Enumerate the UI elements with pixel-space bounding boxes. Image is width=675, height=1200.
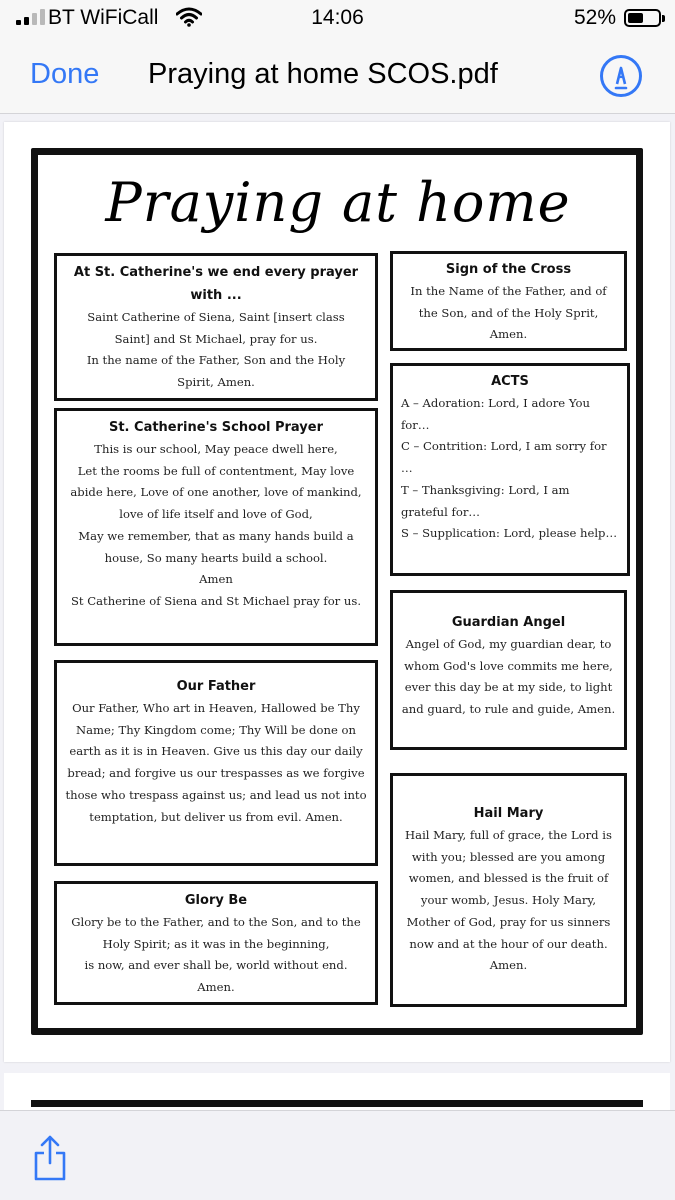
status-bar bbox=[0, 0, 675, 38]
box-line: Glory be to the Father, and to the Son, and to the Holy Spirit; as it was in the beginning, bbox=[71, 915, 361, 951]
acts-box bbox=[390, 363, 630, 576]
box-title: ACTS bbox=[491, 374, 529, 389]
st-catherines-closing-box bbox=[54, 253, 378, 401]
navigation-bar bbox=[0, 38, 675, 114]
box-line: Saint Catherine of Siena, Saint [insert class Saint] and St Michael, pray for us. bbox=[87, 310, 345, 346]
box-title: Our Father bbox=[176, 679, 256, 694]
box-line: Let the rooms be full of contentment, May love abide here, Love of one another, love of mankind, love of life itself and love of God, bbox=[70, 463, 362, 522]
box-line: T – Thanksgiving: Lord, I am grateful for… bbox=[401, 482, 570, 519]
our-father-box bbox=[54, 660, 378, 866]
done-button[interactable]: Done bbox=[30, 58, 100, 90]
share-icon[interactable] bbox=[30, 1133, 70, 1183]
box-title: At St. Catherine's we end every prayer with ... bbox=[73, 265, 359, 303]
box-title: St. Catherine's School Prayer bbox=[108, 420, 323, 435]
page-heading: Praying at home bbox=[105, 171, 571, 234]
box-title: Guardian Angel bbox=[451, 615, 566, 630]
box-line: Amen bbox=[199, 572, 233, 587]
box-line: Amen. bbox=[197, 980, 235, 995]
document-title: Praying at home SCOS.pdf bbox=[148, 58, 498, 90]
battery-icon bbox=[624, 9, 661, 27]
box-line: In the name of the Father, Son and the Holy Spirit, Amen. bbox=[86, 353, 346, 390]
box-line: St Catherine of Siena and St Michael pray for us. bbox=[70, 593, 362, 608]
clock: 14:06 bbox=[311, 6, 364, 29]
markup-pen-icon[interactable] bbox=[600, 55, 642, 97]
hail-mary-box bbox=[390, 773, 627, 1007]
box-title: Sign of the Cross bbox=[445, 262, 572, 277]
box-line: A – Adoration: Lord, I adore You for… bbox=[401, 396, 590, 432]
bottom-toolbar bbox=[0, 1110, 675, 1200]
sign-of-the-cross-box bbox=[390, 251, 627, 351]
box-text: In the Name of the Father, and of the Son, and of the Holy Sprit, Amen. bbox=[410, 284, 607, 342]
battery-percentage: 52% bbox=[574, 6, 617, 29]
guardian-angel-box bbox=[390, 590, 627, 750]
school-prayer-box bbox=[54, 408, 378, 646]
box-line: C – Contrition: Lord, I am sorry for … bbox=[401, 439, 607, 476]
glory-be-box bbox=[54, 881, 378, 1005]
page-border bbox=[31, 1100, 643, 1107]
box-title: Glory Be bbox=[184, 893, 248, 908]
box-line: is now, and ever shall be, world without end. bbox=[84, 958, 348, 973]
box-text: Our Father, Who art in Heaven, Hallowed be Thy Name; Thy Kingdom come; Thy Will be done on earth as it is in Heaven. Give us this day our daily bread; and forgive us our trespasses as we forgive those who trespass against us; and lead us not into temptation, but deliver us from evil. Amen. bbox=[65, 701, 367, 824]
box-text: Angel of God, my guardian dear, to whom God's love commits me here, ever this day be at my side, to light and guard, to rule and guide, Amen. bbox=[401, 637, 616, 717]
box-title: Hail Mary bbox=[473, 806, 544, 821]
carrier-label: BT WiFiCall bbox=[48, 6, 159, 29]
box-line: S – Supplication: Lord, please help… bbox=[401, 526, 618, 541]
battery-fill bbox=[628, 13, 643, 23]
box-line: May we remember, that as many hands build a house, So many hearts build a school. bbox=[78, 528, 354, 565]
box-text: Hail Mary, full of grace, the Lord is with you; blessed are you among women, and blessed is the fruit of your womb, Jesus. Holy Mary, Mother of God, pray for us sinners now and at the hour of our death. Amen. bbox=[405, 828, 612, 973]
box-line: This is our school, May peace dwell here, bbox=[94, 442, 338, 456]
